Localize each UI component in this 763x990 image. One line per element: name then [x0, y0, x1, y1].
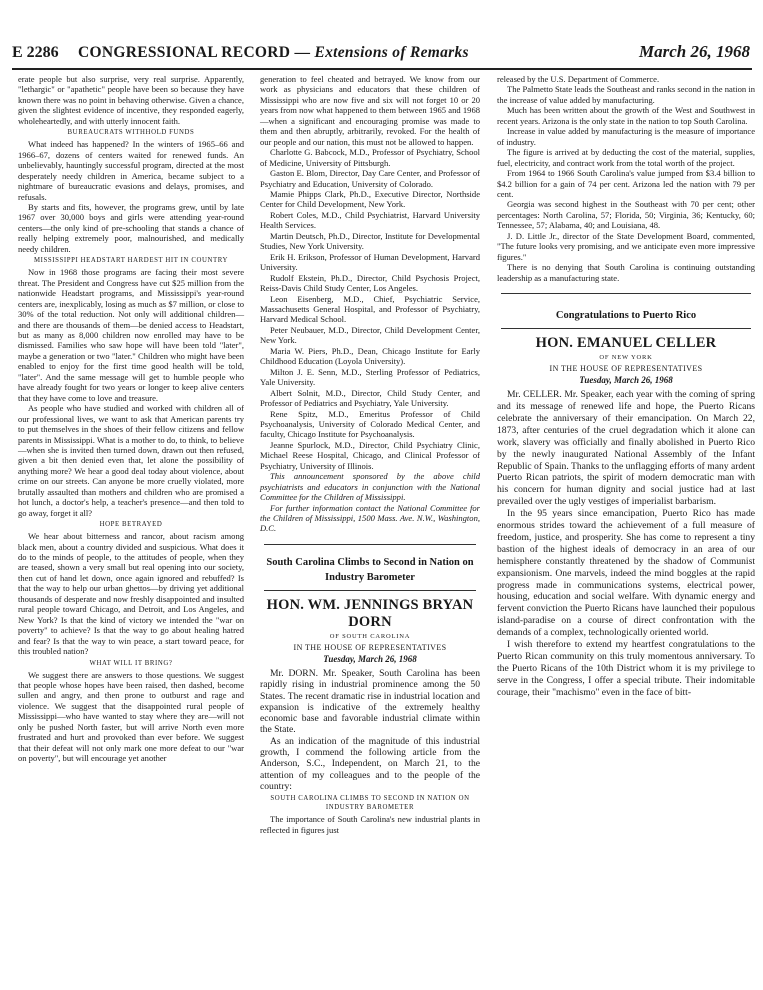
signatory: Rene Spitz, M.D., Emeritus Professor of Child Psychoanalysis, University of Colorado Medical Center, and faculty, Chicago Institute for Psychoanalysis.	[260, 408, 480, 440]
paragraph: As an indication of the magnitude of this industrial growth, I commend the following article from the Anderson, S.C., Independent, on March 21, to the attention of my colleagues and to the people of the country:	[260, 735, 480, 792]
column-middle	[260, 74, 480, 835]
subheading: HOPE BETRAYED	[99, 521, 163, 529]
paragraph: As people who have studied and worked with children all of our professional lives, we want to ask that American parents try to put themselves in the shoes of their fellow citizens and fellow parents in Mississippi. What is a mother to do, to think, to believe—when she is invited then turned down, drawn out then refused, given a bit then denied even that, let alone the possibility of anything more? We hear a good deal today about violence, about crime on our streets. Can anyone be more cruelly violated, more brutally assaulted than mothers and children who are promised a hot lunch, a doctor's help, a teacher's presence—and then told to go away, forget it all?	[18, 403, 244, 518]
paragraph: Georgia was second highest in the Southeast with 70 per cent; other percentages: North Carolina, 57; Florida, 50; Virginia, 36; Kentucky, 60; Tennessee, 57; Alabama, 40; and Louisiana, 48.	[497, 199, 755, 231]
paragraph: I wish therefore to extend my heartfest congratulations to the Puerto Rican community on this truly momentous anniversary. To the Puerto Ricans of the 10th District whom it is my privilege to serve in the Congress, I offer a special tribute. Their indomitable courage, their "machismo" even in the face of bitt-	[497, 639, 755, 698]
signatory: Gaston E. Blom, Director, Day Care Center, and Professor of Psychiatry and Education, University of Colorado.	[260, 168, 480, 189]
remarks-body	[260, 668, 480, 792]
speaker-state: OF SOUTH CAROLINA	[329, 632, 411, 640]
section-name: Extensions of Remarks	[314, 44, 469, 61]
paragraph: Much has been written about the growth of the West and Southwest in recent years. Arizona is the only state in the nation to top South Carolina.	[497, 105, 755, 126]
remarks-body	[497, 389, 755, 699]
section-divider	[264, 544, 476, 545]
signatory: Mamie Phipps Clark, Ph.D., Executive Director, Northside Center for Child Development, New York.	[260, 188, 480, 210]
signatory: Rudolf Ekstein, Ph.D., Director, Child Psychosis Project, Reiss-Davis Child Study Center, Los Angeles.	[260, 272, 480, 294]
contact-note: For further information contact the National Committee for the Children of Mississippi, 1500 Mass. Ave. N.W., Washington, D.C.	[260, 502, 480, 534]
paragraph: generation to feel cheated and betrayed. We know from our work as physicians and educators that these children of Mississippi who are now five and six will not forget 10 or 20 years from now what happened to them between 1965 and 1968—when a significant and encouraging promise was made to them and then abruptly, arbitrarily, revoked. For the health of our people and our nation, this must not be allowed to happen.	[260, 74, 480, 147]
subheading: MISSISSIPPI HEADSTART HARDEST HIT IN COUNTRY	[33, 257, 229, 265]
paragraph: The Palmetto State leads the Southeast and ranks second in the nation in the increase of value added by manufacturing.	[497, 84, 755, 105]
paragraph: We hear about bitterness and rancor, about racism among black men, about a country divided and suspicious. What does it do to the minds of people, to the attitudes of people, when they are teased, shown a very small but real opening into our society, then cut of hand let down, once again ignored and rebuffed? Is that the way to help our urban ghettos—by driving yet additional thousands of desperate and now freshly disappointed and insulted rural people toward Chicago, and Detroit, and Los Angeles, and New York? Is that the kind of victory we intended the "war on poverty" to achieve? Is that the way to go about healing hatred and fear? Is that the way to win peace, a start toward peace, for this troubled nation?	[18, 531, 244, 657]
speaker-name: HON. EMANUEL CELLER	[535, 335, 717, 352]
paragraph: erate people but also surprise, very real surprise. Apparently, "lethargic" or "apathetic" people have been so because they have known there was no point in behaving otherwise. Given a chance, given the slightest evidence of incentive, they responded eagerly, wholeheartedly, and with utterly innocent faith.	[18, 74, 244, 126]
sponsor-note: This announcement sponsored by the above child psychiatrists and educators in conjunction with the National Committee for the Children of Mississippi.	[260, 471, 480, 503]
section-divider	[501, 328, 751, 329]
article-title: Congratulations to Puerto Rico	[555, 310, 697, 322]
remarks-date: Tuesday, March 26, 1968	[579, 375, 673, 386]
chamber-label: IN THE HOUSE OF REPRESENTATIVES	[549, 364, 703, 374]
signatory: Charlotte G. Babcock, M.D., Professor of Psychiatry, School of Medicine, University of Pittsburgh.	[260, 147, 480, 168]
publication-title	[78, 44, 469, 62]
section-divider	[264, 590, 476, 591]
publication-name: CONGRESSIONAL RECORD —	[78, 44, 311, 61]
signatory: Jeanne Spurlock, M.D., Director, Child Psychiatry Clinic, Michael Reese Hospital, Chicago, and Clinical Professor of Psychiatry, University of Illinois.	[260, 439, 480, 471]
remarks-date: Tuesday, March 26, 1968	[323, 653, 417, 664]
speaker-name: HON. WM. JENNINGS BRYAN DORN	[266, 596, 474, 630]
header-rule	[12, 68, 752, 70]
subheading: WHAT WILL IT BRING?	[89, 659, 173, 667]
signatory: Maria W. Piers, Ph.D., Dean, Chicago Institute for Early Childhood Education (Loyola University).	[260, 345, 480, 367]
signatory: Leon Eisenberg, M.D., Chief, Psychiatric Service, Massachusetts General Hospital, and Professor of Psychiatry, Harvard Medical School.	[260, 293, 480, 325]
paragraph: By starts and fits, however, the programs grew, until by late 1967 over 30,000 boys and girls were attending year-round centers—the only kind of pre-schooling that stands a chance of really helping extremely poor, malnourished, and medically needy children.	[18, 201, 244, 254]
paragraph: We suggest there are answers to those questions. We suggest that people whose hopes have been raised, then dashed, become sullen and angry, and then prone to outburst and rage and violence. We suggest that the disappointed rural people of Mississippi—who have wanted to stay where they are—will not only be pushed North faster, but will arrive North even more frustrated and hurt and provoked than ever before. We suggest that their defeat will not only mark one more defeat to our "war on poverty", but will encourage yet another	[18, 669, 244, 764]
article-title: South Carolina Climbs to Second in Nation on Industry Barometer	[266, 556, 474, 583]
subheading: BUREAUCRATS WITHHOLD FUNDS	[67, 129, 195, 137]
section-divider	[501, 293, 751, 294]
column-right	[497, 74, 755, 699]
page-header	[12, 40, 752, 66]
signatory: Albert Solnit, M.D., Director, Child Study Center, and Professor of Pediatrics and Psychiatry, Yale University.	[260, 387, 480, 409]
signatory: Milton J. E. Senn, M.D., Sterling Professor of Pediatrics, Yale University.	[260, 366, 480, 388]
speaker-state: OF NEW YORK	[599, 354, 653, 362]
subheading: SOUTH CAROLINA CLIMBS TO SECOND IN NATION ON INDUSTRY BAROMETER	[270, 795, 470, 812]
chamber-label: IN THE HOUSE OF REPRESENTATIVES	[293, 642, 447, 652]
signatory: Robert Coles, M.D., Child Psychiatrist, Harvard University Health Services.	[260, 209, 480, 231]
paragraph: J. D. Little Jr., director of the State Development Board, commented, "The future looks very promising, and we anticipate even more impressive figures."	[497, 230, 755, 262]
issue-date: March 26, 1968	[639, 42, 750, 61]
paragraph: The figure is arrived at by deducting the cost of the material, supplies, fuel, electricity, and contract work from the total worth of the project.	[497, 147, 755, 168]
paragraph: Increase in value added by manufacturing is the measure of importance of industry.	[497, 126, 755, 147]
paragraph: From 1964 to 1966 South Carolina's value jumped from $3.4 billion to $4.2 billion for a gain of 74 per cent. Arizona led the nation with 79 per cent.	[497, 168, 755, 199]
paragraph: What indeed has happened? In the winters of 1965–66 and 1966–67, dozens of centers waited for renewed funds. An unbelievably, hauntingly successful program, directed at the most desperately needy children in America, became subject to a nightmare of bureaucratic evasions and delays, promises, and refusals.	[18, 139, 244, 202]
paragraph: There is no denying that South Carolina is continuing outstanding leadership as a manufacturing state.	[497, 262, 755, 283]
paragraph: The importance of South Carolina's new industrial plants in reflected in figures just	[260, 814, 480, 835]
signatory: Peter Neubauer, M.D., Director, Child Development Center, New York.	[260, 324, 480, 346]
paragraph: Mr. CELLER. Mr. Speaker, each year with the coming of spring and its message of renewed life and hope, the Puerto Ricans celebrate the anniversary of their emancipation. On March 22, 1873, after centuries of the cruel degradation which it alone can work, slavery was officially and finally abolished in Puerto Rico by the newly inaugurated National Assembly of the Infant Republic of Spain. Thanks to the unflagging efforts of many ardent Puerto Rican patriots, the spirit of modern democratic man with his concern for human dignity and social justice had at last prevailed over the ugly vestiges of imperialist barbarism.	[497, 389, 755, 508]
signatory: Erik H. Erikson, Professor of Human Development, Harvard University.	[260, 251, 480, 273]
paragraph: Now in 1968 those programs are facing their most severe threat. The President and Congress have cut $25 million from the nationwide Headstart programs, and Mississippi's year-round centers are, inexplicably, losing as much as $7 million, or close to 30% of the total reduction. Not only will additional children—and there are thousands of them—be denied access to Headstart, but as many as 8,000 children now enrolled may have to be dismissed. Families who saw hope will have been told "later", maybe a generation or two "later." Children who might have been enabled to enjoy for the first time good health will be told, "later". And the same message will get to humble people who have already fought for two years or longer to keep alive centers that they have come to love and treasure.	[18, 267, 244, 403]
page-number: E 2286	[12, 44, 59, 61]
signatory: Martin Deutsch, Ph.D., Director, Institute for Developmental Studies, New York University.	[260, 230, 480, 252]
paragraph: released by the U.S. Department of Commerce.	[497, 74, 660, 84]
paragraph: Mr. DORN. Mr. Speaker, South Carolina has been rapidly rising in industrial prominence among the 50 States. The recent dramatic rise in industrial location and expansion is indicative of the extremely healthy economic base and favorable industrial climate within the State.	[260, 667, 480, 736]
paragraph: In the 95 years since emancipation, Puerto Rico has made enormous strides toward the achievement of a full measure of freedom, justice, and prosperity. She has come to represent a tiny bastion of the highest ideals of democracy in an area of our hemisphere constantly threatened by the shadow of Communist expansionism. One marvels, indeed the mind boggles at the rapid progress made in communications systems, electrical power, housing, education and social welfare. With dynamic energy and fervent conviction the Puerto Ricans have launched their populous island-paradise on a course of direct confrontation with the demands of a complex, technologically oriented world.	[497, 508, 755, 639]
column-left	[18, 74, 244, 764]
